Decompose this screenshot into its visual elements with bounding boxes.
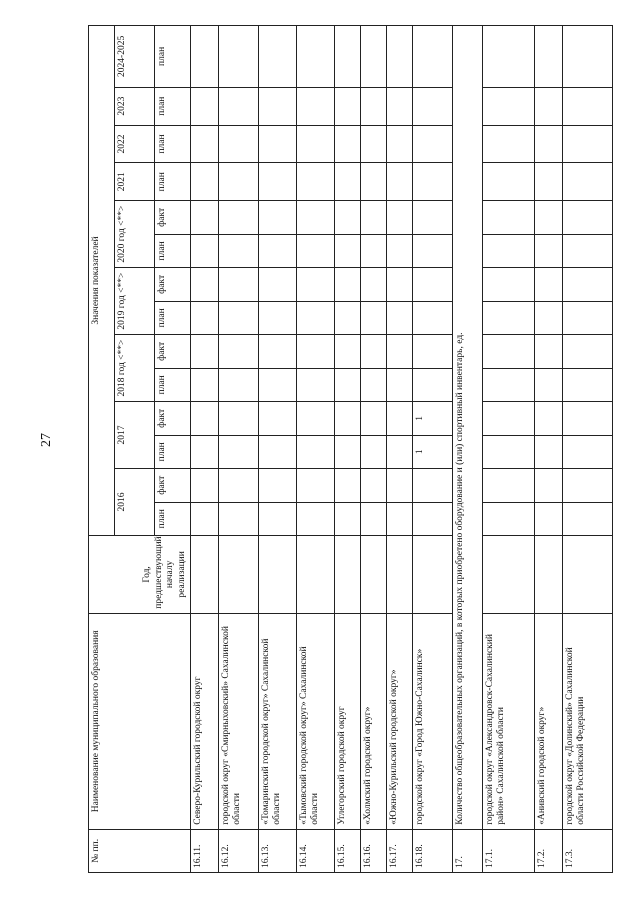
value-cell xyxy=(335,368,361,401)
value-cell xyxy=(563,301,613,334)
value-cell xyxy=(535,368,563,401)
row-number: 17.2. xyxy=(535,829,563,872)
value-cell xyxy=(219,87,259,125)
value-cell xyxy=(335,163,361,201)
value-cell xyxy=(297,469,335,502)
value-cell xyxy=(259,234,297,267)
value-cell xyxy=(297,536,335,614)
value-cell xyxy=(413,125,453,163)
value-cell xyxy=(191,335,219,368)
value-cell xyxy=(387,335,413,368)
value-cell xyxy=(297,163,335,201)
header-fact-1: факт xyxy=(155,402,191,435)
header-plan-5: план xyxy=(155,163,191,201)
value-cell xyxy=(563,502,613,535)
row-name: «Анивский городской округ» xyxy=(535,613,563,829)
value-cell xyxy=(563,125,613,163)
value-cell xyxy=(413,201,453,234)
value-cell xyxy=(563,201,613,234)
table-row xyxy=(535,26,563,873)
value-cell xyxy=(535,87,563,125)
header-fact-4: факт xyxy=(155,201,191,234)
value-cell xyxy=(297,125,335,163)
value-cell xyxy=(387,87,413,125)
value-cell xyxy=(361,502,387,535)
table-row xyxy=(191,26,219,873)
value-2017-fact xyxy=(361,402,387,435)
value-cell xyxy=(335,234,361,267)
value-cell xyxy=(563,268,613,301)
table-row xyxy=(563,26,613,873)
value-2017-fact xyxy=(219,402,259,435)
header-plan-2: план xyxy=(155,368,191,401)
value-cell xyxy=(335,469,361,502)
value-cell xyxy=(361,234,387,267)
value-cell xyxy=(259,125,297,163)
row-name: «Томаринский городской округ» Сахалинской области xyxy=(259,613,297,829)
value-cell xyxy=(335,125,361,163)
value-2017-fact: 1 xyxy=(413,402,453,435)
value-cell xyxy=(563,536,613,614)
table-row xyxy=(219,26,259,873)
value-cell xyxy=(413,234,453,267)
value-cell xyxy=(219,368,259,401)
table-row xyxy=(483,26,535,873)
value-cell xyxy=(335,335,361,368)
row-number: 16.12. xyxy=(219,829,259,872)
header-year-0: 2016 xyxy=(115,469,155,536)
value-cell xyxy=(297,26,335,88)
value-cell xyxy=(413,502,453,535)
value-cell xyxy=(563,368,613,401)
page-number: 27 xyxy=(39,433,54,447)
value-cell xyxy=(297,234,335,267)
row-number: 16.15. xyxy=(335,829,361,872)
value-cell xyxy=(483,469,535,502)
value-cell xyxy=(335,536,361,614)
value-cell xyxy=(535,201,563,234)
header-plan-6: план xyxy=(155,125,191,163)
value-cell xyxy=(191,536,219,614)
row-number: 17.1. xyxy=(483,829,535,872)
value-2017-fact xyxy=(387,402,413,435)
header-year-6: 2022 xyxy=(115,125,155,163)
value-cell xyxy=(219,301,259,334)
value-cell xyxy=(259,469,297,502)
header-plan-4: план xyxy=(155,234,191,267)
row-name: Углегорский городской округ xyxy=(335,613,361,829)
value-cell xyxy=(387,502,413,535)
value-cell xyxy=(563,469,613,502)
value-cell xyxy=(413,469,453,502)
row-number: 17.3. xyxy=(563,829,613,872)
value-cell xyxy=(191,125,219,163)
value-cell xyxy=(361,26,387,88)
section-row xyxy=(453,26,483,873)
value-2017-plan xyxy=(361,435,387,468)
value-cell xyxy=(191,163,219,201)
value-cell xyxy=(191,201,219,234)
header-plan-7: план xyxy=(155,87,191,125)
value-cell xyxy=(361,201,387,234)
value-2017-fact xyxy=(335,402,361,435)
value-cell xyxy=(259,87,297,125)
value-cell xyxy=(483,368,535,401)
header-year-2: 2018 год <**> xyxy=(115,335,155,402)
section-number: 17. xyxy=(453,829,483,872)
value-cell xyxy=(563,87,613,125)
value-cell xyxy=(361,163,387,201)
header-year-8: 2024-2025 xyxy=(115,26,155,88)
value-cell xyxy=(361,469,387,502)
value-cell xyxy=(297,502,335,535)
header-year-7: 2023 xyxy=(115,87,155,125)
value-cell xyxy=(535,502,563,535)
value-cell xyxy=(259,201,297,234)
value-cell xyxy=(413,368,453,401)
value-cell xyxy=(563,335,613,368)
value-cell xyxy=(361,125,387,163)
value-cell xyxy=(259,368,297,401)
value-cell xyxy=(387,26,413,88)
header-year-3: 2019 год <**> xyxy=(115,268,155,335)
value-cell xyxy=(483,536,535,614)
value-cell xyxy=(335,502,361,535)
value-cell xyxy=(387,469,413,502)
value-2017-plan xyxy=(259,435,297,468)
row-name: городской округ «Александровск-Сахалинский район» Сахалинской области xyxy=(483,613,535,829)
value-cell xyxy=(191,368,219,401)
value-cell xyxy=(563,26,613,88)
value-cell xyxy=(361,368,387,401)
value-cell xyxy=(259,26,297,88)
header-plan-8: план xyxy=(155,26,191,88)
value-cell xyxy=(413,301,453,334)
value-cell xyxy=(219,234,259,267)
header-num: № пп. xyxy=(89,829,191,872)
indicators-table xyxy=(88,25,613,873)
value-cell xyxy=(413,87,453,125)
value-cell xyxy=(387,163,413,201)
table-container xyxy=(88,25,612,873)
value-cell xyxy=(259,335,297,368)
value-cell xyxy=(219,201,259,234)
header-name: Наименование муниципального образования xyxy=(89,613,191,829)
value-cell xyxy=(191,268,219,301)
value-cell xyxy=(535,125,563,163)
value-cell xyxy=(297,301,335,334)
value-cell xyxy=(191,87,219,125)
value-cell xyxy=(335,26,361,88)
row-number: 16.13. xyxy=(259,829,297,872)
row-number: 16.11. xyxy=(191,829,219,872)
header-year-5: 2021 xyxy=(115,163,155,201)
value-cell xyxy=(387,125,413,163)
row-name: «Холмский городской округ» xyxy=(361,613,387,829)
value-cell xyxy=(413,163,453,201)
row-name: «Тымовский городской округ» Сахалинской области xyxy=(297,613,335,829)
row-number: 16.18. xyxy=(413,829,453,872)
header-year: Год, предшествующий началу реализации xyxy=(89,536,191,614)
value-cell xyxy=(361,335,387,368)
value-cell xyxy=(483,402,535,435)
table-row xyxy=(387,26,413,873)
value-2017-plan xyxy=(191,435,219,468)
value-cell xyxy=(259,536,297,614)
header-year-1: 2017 xyxy=(115,402,155,469)
value-cell xyxy=(191,469,219,502)
value-cell xyxy=(297,201,335,234)
value-2017-plan xyxy=(297,435,335,468)
table-row xyxy=(335,26,361,873)
value-cell xyxy=(563,163,613,201)
value-cell xyxy=(535,163,563,201)
value-cell xyxy=(483,335,535,368)
header-values: Значения показателей xyxy=(89,26,115,536)
value-cell xyxy=(297,335,335,368)
value-cell xyxy=(483,301,535,334)
value-cell xyxy=(413,26,453,88)
value-2017-fact xyxy=(259,402,297,435)
value-cell xyxy=(483,234,535,267)
section-title: Количество общеобразовательных организаций, в которых приобретено оборудование и (или) спортивный инвентарь, ед. xyxy=(453,26,483,830)
value-cell xyxy=(535,536,563,614)
value-cell xyxy=(483,502,535,535)
value-cell xyxy=(259,502,297,535)
value-cell xyxy=(361,268,387,301)
value-cell xyxy=(259,163,297,201)
row-number: 16.16. xyxy=(361,829,387,872)
value-cell xyxy=(219,536,259,614)
value-cell xyxy=(335,87,361,125)
value-cell xyxy=(413,268,453,301)
value-2017-fact xyxy=(191,402,219,435)
row-name: «Южно-Курильский городской округ» xyxy=(387,613,413,829)
value-cell xyxy=(483,87,535,125)
value-cell xyxy=(483,163,535,201)
value-cell xyxy=(297,268,335,301)
value-cell xyxy=(535,435,563,468)
value-cell xyxy=(483,435,535,468)
value-cell xyxy=(387,301,413,334)
value-cell xyxy=(361,87,387,125)
value-cell xyxy=(563,234,613,267)
table-row xyxy=(413,26,453,873)
value-cell xyxy=(535,268,563,301)
value-cell xyxy=(219,125,259,163)
value-cell xyxy=(563,435,613,468)
value-cell xyxy=(387,268,413,301)
value-cell xyxy=(219,469,259,502)
value-cell xyxy=(297,87,335,125)
row-number: 16.17. xyxy=(387,829,413,872)
header-fact-0: факт xyxy=(155,469,191,502)
header-year-4: 2020 год <**> xyxy=(115,201,155,268)
value-2017-fact xyxy=(297,402,335,435)
value-cell xyxy=(413,536,453,614)
table-row xyxy=(297,26,335,873)
value-cell xyxy=(387,201,413,234)
value-cell xyxy=(259,268,297,301)
value-cell xyxy=(535,26,563,88)
row-name: Северо-Курильский городской округ xyxy=(191,613,219,829)
value-cell xyxy=(361,301,387,334)
value-cell xyxy=(335,268,361,301)
value-cell xyxy=(335,301,361,334)
value-cell xyxy=(191,234,219,267)
header-plan-3: план xyxy=(155,301,191,334)
value-cell xyxy=(483,201,535,234)
value-2017-plan xyxy=(335,435,361,468)
row-name: городской округ «Долинский» Сахалинской области Российской Федерации xyxy=(563,613,613,829)
value-cell xyxy=(535,234,563,267)
value-cell xyxy=(413,335,453,368)
value-cell xyxy=(191,26,219,88)
value-cell xyxy=(191,301,219,334)
header-fact-2: факт xyxy=(155,335,191,368)
value-cell xyxy=(535,335,563,368)
value-cell xyxy=(387,368,413,401)
row-name: городской округ «Город Южно-Сахалинск» xyxy=(413,613,453,829)
value-cell xyxy=(191,502,219,535)
value-cell xyxy=(563,402,613,435)
value-cell xyxy=(483,26,535,88)
value-cell xyxy=(535,301,563,334)
header-fact-3: факт xyxy=(155,268,191,301)
value-cell xyxy=(387,234,413,267)
value-cell xyxy=(219,268,259,301)
value-cell xyxy=(219,26,259,88)
value-2017-plan xyxy=(219,435,259,468)
value-cell xyxy=(387,536,413,614)
value-cell xyxy=(483,125,535,163)
header-plan-1: план xyxy=(155,435,191,468)
value-cell xyxy=(483,268,535,301)
value-cell xyxy=(219,163,259,201)
row-number: 16.14. xyxy=(297,829,335,872)
value-cell xyxy=(535,469,563,502)
value-cell xyxy=(361,536,387,614)
value-cell xyxy=(535,402,563,435)
table-row xyxy=(361,26,387,873)
header-plan-0: план xyxy=(155,502,191,535)
table-row xyxy=(259,26,297,873)
value-cell xyxy=(297,368,335,401)
value-cell xyxy=(219,335,259,368)
value-cell xyxy=(335,201,361,234)
value-2017-plan xyxy=(387,435,413,468)
row-name: городской округ «Смирныховский» Сахалинской области xyxy=(219,613,259,829)
value-cell xyxy=(259,301,297,334)
value-cell xyxy=(219,502,259,535)
value-2017-plan: 1 xyxy=(413,435,453,468)
